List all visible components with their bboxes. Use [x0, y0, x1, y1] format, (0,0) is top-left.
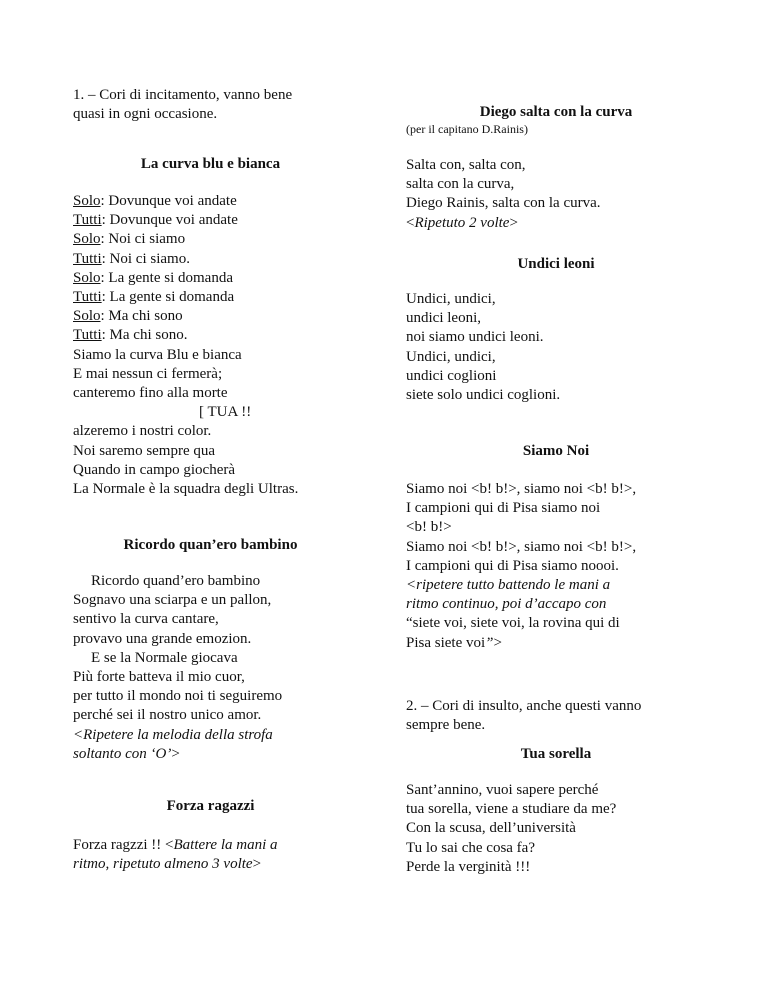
lyric-line: perché sei il nostro unico amor. — [73, 707, 262, 724]
song-lyrics — [406, 781, 706, 877]
song-title: Siamo Noi — [522, 443, 590, 459]
lyric-line: Sant’annino, vuoi sapere perché — [406, 782, 599, 798]
lyric-line: Salta con, salta con, — [406, 157, 526, 173]
lyric-line: Solo: Dovunque voi andate — [73, 193, 237, 209]
speaker-label: Solo — [73, 269, 101, 286]
song-lyrics — [73, 836, 348, 874]
performance-note: <Ripetere la melodia della strofa — [73, 726, 273, 743]
performance-note: Pisa siete voi”> — [406, 634, 502, 651]
performance-note: <ripetere tutto battendo le mani a — [406, 577, 611, 594]
intro-line: 1. – Cori di incitamento, vanno bene — [73, 87, 293, 103]
lyric-line: I campioni qui di Pisa siamo noooi. — [406, 557, 619, 574]
lyric-line: Tu lo sai che cosa fa? — [406, 839, 535, 856]
song-title: Tua sorella — [520, 746, 592, 762]
lyric-line: Solo: Ma chi sono — [73, 308, 183, 325]
intro-line: quasi in ogni occasione. — [73, 106, 218, 123]
lyric-line: provavo una grande emozion. — [73, 630, 252, 647]
lyric-line: Siamo la curva Blu e bianca — [73, 346, 242, 363]
lyric-line: noi siamo undici leoni. — [406, 329, 544, 346]
lyric-line: Perde la verginità !!! — [406, 858, 531, 875]
lyric-line: Tutti: Ma chi sono. — [73, 327, 188, 344]
lyric-line: I campioni qui di Pisa siamo noi — [406, 500, 601, 517]
lyric-line: Siamo noi <b! b!>, siamo noi <b! b!>, — [406, 481, 637, 497]
lyric-line: E se la Normale giocava — [91, 649, 238, 666]
performance-note: soltanto con ‘O’> — [73, 745, 180, 762]
song-title: La curva blu e bianca — [140, 156, 281, 172]
song-lyrics — [406, 480, 706, 653]
lyric-line: undici leoni, — [406, 310, 481, 327]
song-lyrics — [406, 156, 706, 233]
song-lyrics — [73, 192, 348, 499]
lyric-line: Sognavo una sciarpa e un pallon, — [73, 592, 272, 609]
performance-note: “siete voi, siete voi, la rovina qui di — [406, 615, 620, 632]
section-1-intro — [73, 86, 348, 124]
speaker-label: Tutti — [73, 250, 102, 267]
lyric-line: per tutto il mondo noi ti seguiremo — [73, 688, 283, 705]
lyric-line: Tutti: Dovunque voi andate — [73, 212, 238, 229]
song-title: Ricordo quan’ero bambino — [123, 537, 298, 553]
speaker-label: Tutti — [73, 327, 102, 344]
speaker-label: Tutti — [73, 289, 102, 306]
lyric-line: ritmo, ripetuto almeno 3 volte> — [73, 856, 262, 873]
lyric-line: salta con la curva, — [406, 176, 515, 193]
lyric-line: Tutti: La gente si domanda — [73, 289, 235, 306]
lyric-line: siete solo undici coglioni. — [406, 387, 561, 404]
speaker-label: Tutti — [73, 212, 102, 229]
lyric-line: Solo: La gente si domanda — [73, 269, 233, 286]
speaker-label: Solo — [73, 231, 101, 248]
song-lyrics — [73, 572, 348, 764]
lyric-line: undici coglioni — [406, 367, 497, 384]
lyric-line: La Normale è la squadra degli Ultras. — [73, 481, 299, 498]
lyric-aside: [ TUA !! — [199, 404, 252, 421]
lyric-line: <b! b!> — [406, 519, 452, 536]
lyric-line: Undici, undici, — [406, 291, 496, 307]
lyric-line: Con la scusa, dell’università — [406, 820, 576, 837]
lyric-line: Undici, undici, — [406, 348, 496, 365]
lyric-line: sentivo la curva cantare, — [73, 611, 219, 628]
performance-note: <Ripetuto 2 volte> — [406, 214, 518, 231]
lyric-line: Ricordo quand’ero bambino — [91, 573, 261, 589]
lyric-line: Quando in campo giocherà — [73, 461, 236, 478]
song-title: Forza ragazzi — [166, 798, 255, 814]
performance-note: ritmo continuo, poi d’accapo con — [406, 596, 607, 613]
lyric-line: canteremo fino alla morte — [73, 385, 228, 402]
lyric-line: Noi saremo sempre qua — [73, 442, 216, 459]
lyric-line: E mai nessun ci fermerà; — [73, 365, 223, 382]
lyric-line: tua sorella, viene a studiare da me? — [406, 801, 617, 818]
intro-line: sempre bene. — [406, 717, 486, 734]
speaker-label: Solo — [73, 193, 101, 209]
speaker-label: Solo — [73, 308, 101, 325]
lyric-line: Solo: Noi ci siamo — [73, 231, 186, 248]
song-lyrics — [406, 290, 706, 405]
section-2-intro — [406, 697, 706, 735]
intro-line: 2. – Cori di insulto, anche questi vanno — [406, 698, 642, 714]
lyric-line: Più forte batteva il mio cuor, — [73, 669, 245, 686]
song-title: Diego salta con la curva — [479, 104, 633, 120]
lyric-line: Siamo noi <b! b!>, siamo noi <b! b!>, — [406, 538, 637, 555]
lyric-line: Forza ragzzi !! <Battere la mani a — [73, 837, 278, 853]
song-subtitle: (per il capitano D.Rainis) — [406, 122, 528, 136]
song-title: Undici leoni — [517, 256, 595, 272]
lyric-line: Tutti: Noi ci siamo. — [73, 250, 190, 267]
lyric-line: alzeremo i nostri color. — [73, 423, 212, 440]
lyric-line: Diego Rainis, salta con la curva. — [406, 195, 601, 212]
